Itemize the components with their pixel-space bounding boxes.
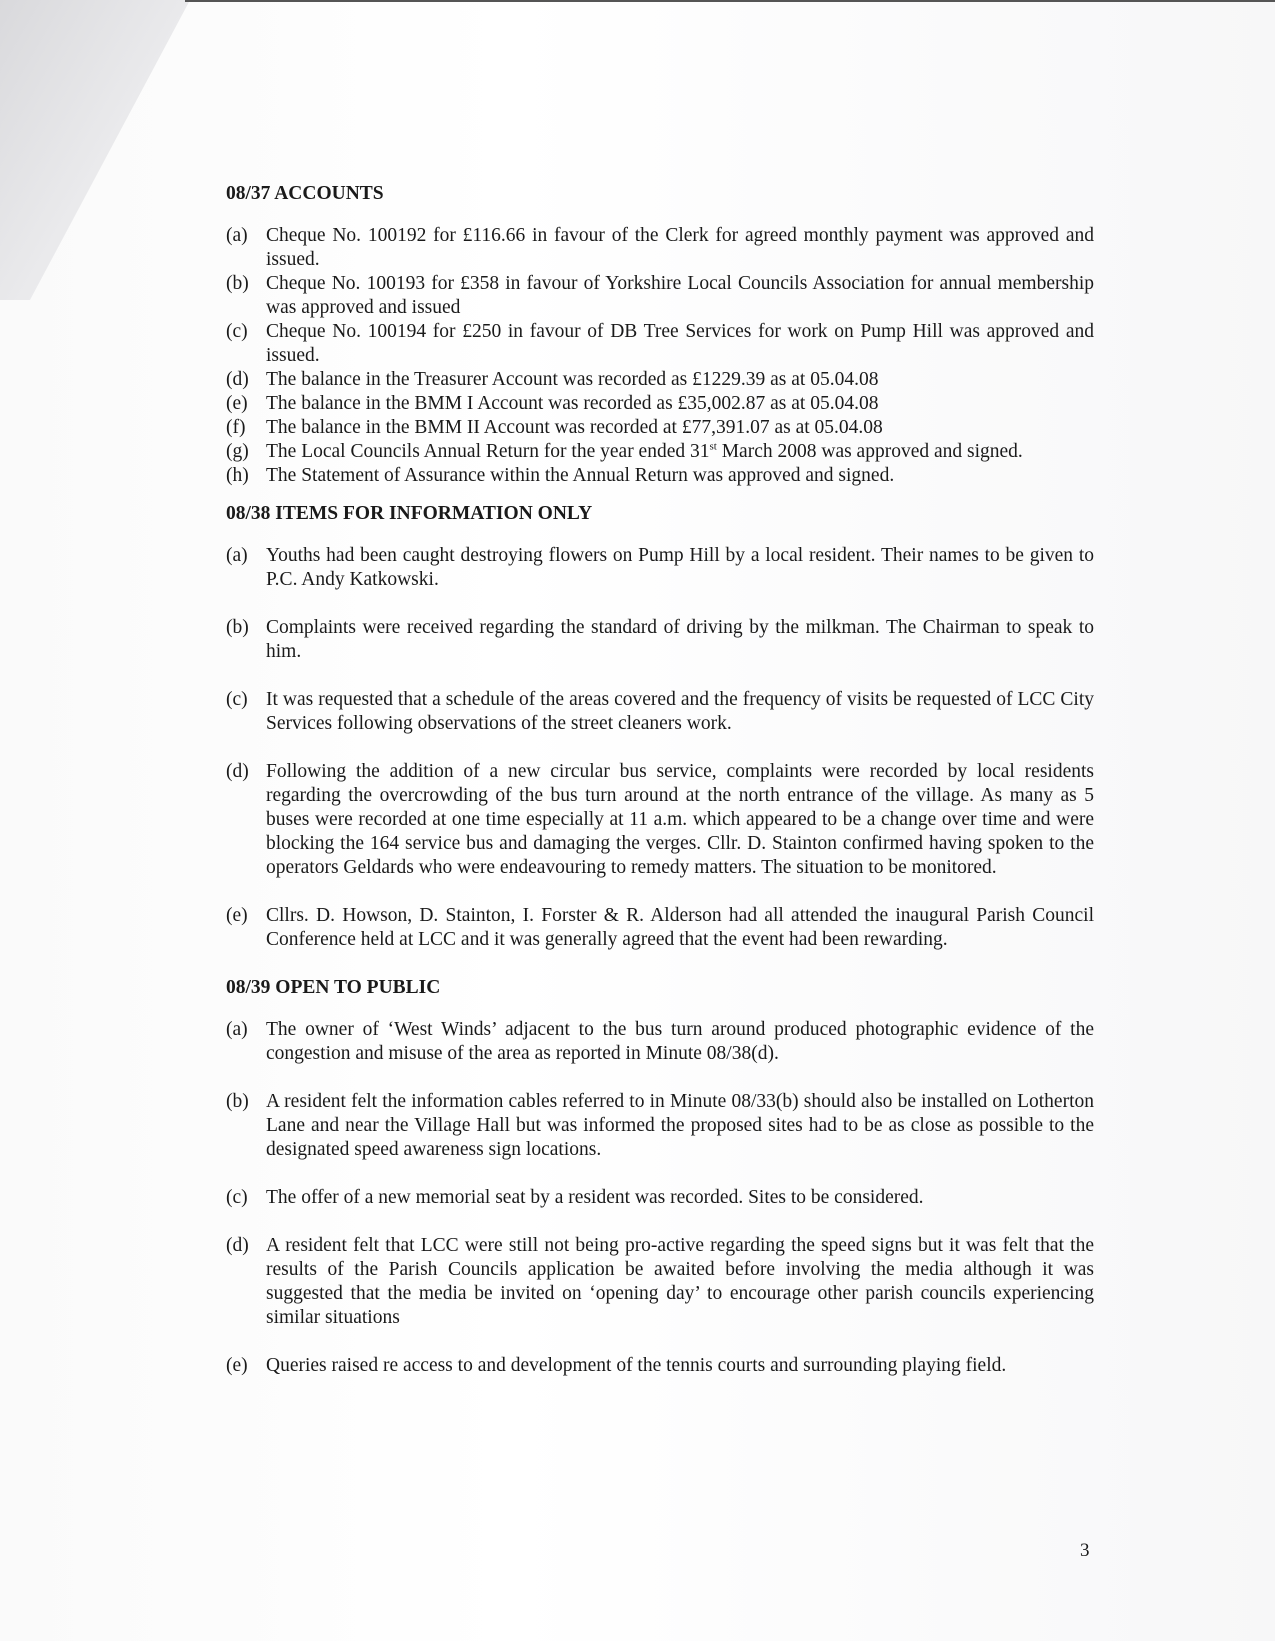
item-label: (e): [226, 905, 248, 926]
item-text: [266, 440, 1094, 464]
item-text: The balance in the BMM I Account was recorded as £35,002.87 as at 05.04.08: [266, 393, 879, 414]
item-text: Cheque No. 100194 for £250 in favour of DB Tree Services for work on Pump Hill was approved and issued.: [266, 321, 1094, 366]
list-item: [226, 416, 1094, 440]
list-item: [226, 616, 1094, 664]
item-label: (c): [226, 689, 248, 710]
item-label: (d): [226, 761, 249, 782]
item-label: (e): [226, 1355, 248, 1376]
information-list: [226, 544, 1094, 952]
item-text: The balance in the BMM II Account was recorded at £77,391.07 as at 05.04.08: [266, 417, 883, 438]
list-item: [226, 904, 1094, 952]
list-item: [226, 368, 1094, 392]
item-text: A resident felt the information cables referred to in Minute 08/33(b) should also be installed on Lotherton Lane and near the Village Hall but was informed the proposed sites had to be as close as possible to the designated speed awareness sign locations.: [266, 1091, 1094, 1160]
item-label: (d): [226, 369, 249, 390]
item-text: It was requested that a schedule of the areas covered and the frequency of visits be requested of LCC City Services following observations of the street cleaners work.: [266, 689, 1094, 734]
item-label: (g): [226, 441, 249, 462]
page-top-edge: [185, 0, 1275, 2]
item-text: Youths had been caught destroying flowers on Pump Hill by a local resident. Their names to be given to P.C. Andy Katkowski.: [266, 545, 1094, 590]
item-text-part: The Local Councils Annual Return for the year ended 31: [266, 441, 710, 462]
item-text: The owner of ‘West Winds’ adjacent to the bus turn around produced photographic evidence of the congestion and misuse of the area as reported in Minute 08/38(d).: [266, 1019, 1094, 1064]
item-label: (h): [226, 465, 249, 486]
folded-corner: [0, 0, 190, 300]
item-text: Complaints were received regarding the standard of driving by the milkman. The Chairman to speak to him.: [266, 617, 1094, 662]
list-item: [226, 392, 1094, 416]
item-label: (b): [226, 1091, 249, 1112]
list-item: [226, 1186, 1094, 1210]
item-text: Following the addition of a new circular bus service, complaints were recorded by local residents regarding the overcrowding of the bus turn around at the north entrance of the village. As many as 5 buses were recorded at one time especially at 11 a.m. which appeared to be a change over time and were blocking the 164 service bus and damaging the verges. Cllr. D. Stainton confirmed having spoken to the operators Geldards who were endeavouring to remedy matters. The situation to be monitored.: [266, 761, 1094, 878]
item-label: (e): [226, 393, 248, 414]
list-item: [226, 1354, 1094, 1378]
public-list: [226, 1018, 1094, 1378]
item-label: (b): [226, 273, 249, 294]
list-item: [226, 440, 1094, 464]
list-item: [226, 464, 1094, 488]
item-text: Cheque No. 100193 for £358 in favour of Yorkshire Local Councils Association for annual membership was approved and issued: [266, 273, 1094, 318]
section-accounts: [226, 182, 1094, 488]
page-number: 3: [1080, 1540, 1090, 1561]
list-item: [226, 224, 1094, 272]
section-heading: 08/38 ITEMS FOR INFORMATION ONLY: [226, 503, 593, 524]
list-item: [226, 1090, 1094, 1162]
item-label: (a): [226, 225, 248, 246]
item-text: The offer of a new memorial seat by a resident was recorded. Sites to be considered.: [266, 1187, 924, 1208]
list-item: [226, 544, 1094, 592]
list-item: [226, 1234, 1094, 1330]
list-item: [226, 760, 1094, 880]
item-text: A resident felt that LCC were still not being pro-active regarding the speed signs but it was felt that the results of the Parish Councils application be awaited before involving the media although it was suggested that the media be invited on ‘opening day’ to encourage other parish councils experiencing similar situations: [266, 1235, 1094, 1328]
section-heading: 08/39 OPEN TO PUBLIC: [226, 977, 441, 998]
list-item: [226, 688, 1094, 736]
item-label: (c): [226, 321, 248, 342]
item-label: (f): [226, 417, 246, 438]
item-label: (b): [226, 617, 249, 638]
accounts-list: [226, 224, 1094, 488]
list-item: [226, 1018, 1094, 1066]
item-label: (a): [226, 545, 248, 566]
item-text: Queries raised re access to and development of the tennis courts and surrounding playing field.: [266, 1355, 1007, 1376]
section-items-for-information: [226, 502, 1094, 952]
item-text: Cheque No. 100192 for £116.66 in favour of the Clerk for agreed monthly payment was approved and issued.: [266, 225, 1094, 270]
item-text-part: March 2008 was approved and signed.: [716, 441, 1023, 462]
section-heading: 08/37 ACCOUNTS: [226, 183, 384, 204]
item-text: Cllrs. D. Howson, D. Stainton, I. Forster & R. Alderson had all attended the inaugural Parish Council Conference held at LCC and it was generally agreed that the event had been rewarding.: [266, 905, 1094, 950]
list-item: [226, 272, 1094, 320]
item-label: (c): [226, 1187, 248, 1208]
item-label: (a): [226, 1019, 248, 1040]
ordinal-suffix: st: [709, 440, 717, 453]
item-label: (d): [226, 1235, 249, 1256]
list-item: [226, 320, 1094, 368]
section-open-to-public: [226, 976, 1094, 1378]
item-text: The Statement of Assurance within the Annual Return was approved and signed.: [266, 465, 895, 486]
item-text: The balance in the Treasurer Account was recorded as £1229.39 as at 05.04.08: [266, 369, 879, 390]
minutes-content: [226, 182, 1094, 1402]
